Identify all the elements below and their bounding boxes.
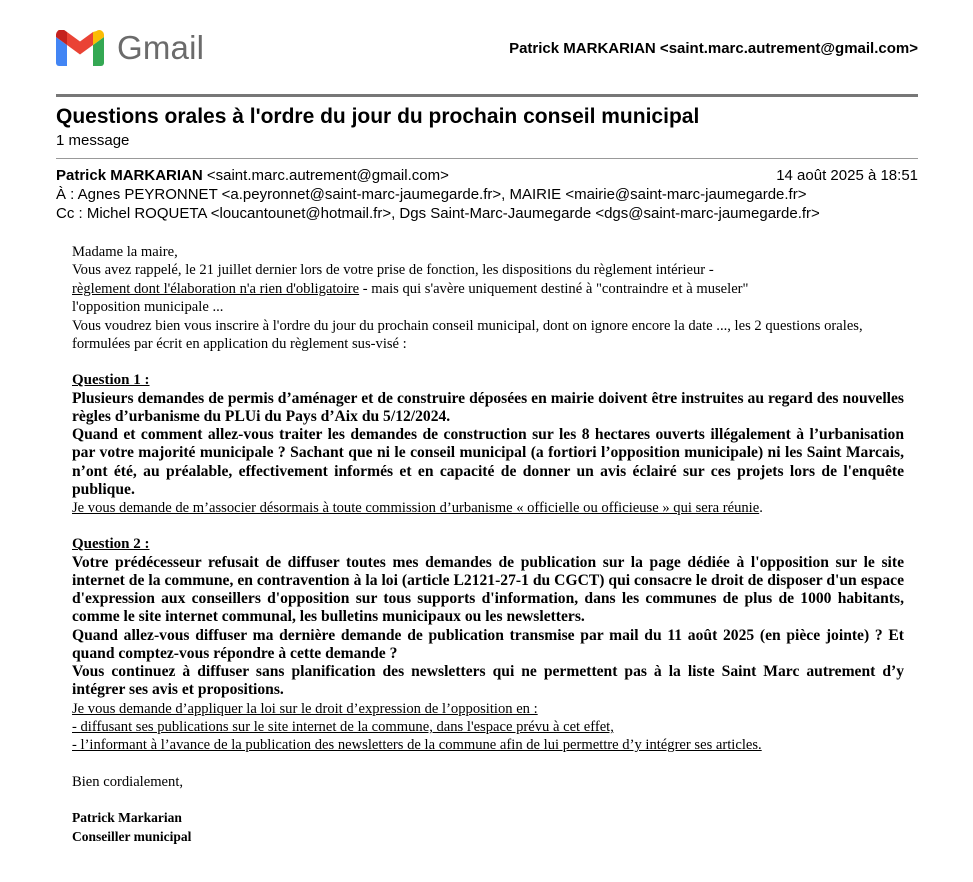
question-2-paragraph-1: Votre prédécesseur refusait de diffuser toutes mes demandes de publication sur la page dédiée à l'opposition sur le site internet de la commune, en contravention à la loi (article L2121-27-1 du CGCT) qui consacre le droit de disposer d'un espace d'expression aux conseillers d'opposition sur tous supports d'information, dans les communes de plus de 1000 habitants, comme le site internet communal, les bulletins municipaux ou les newsletters. [72,553,904,626]
gmail-wordmark: Gmail [117,29,205,66]
thread-subject: Questions orales à l'ordre du jour du prochain conseil municipal [56,105,700,128]
intro-underlined: règlement dont l'élaboration n'a rien d'obligatoire [72,280,360,297]
message-body [72,243,904,846]
sender-email: <saint.marc.autrement@gmail.com> [206,167,449,184]
question-1-request-text: Je vous demande de m’associer désormais à toute commission d’urbanisme « officielle ou officieuse » qui sera réunie [72,500,760,517]
thread-divider [56,158,918,159]
account-identity: Patrick MARKARIAN <saint.marc.autrement@gmail.com> [509,40,918,57]
question-1-title: Question 1 : [72,372,150,389]
intro-line-2 [72,280,904,298]
header-divider [56,94,918,97]
question-2-request-3: - l’informant à l’avance de la publication des newsletters de la commune afin de lui permettre d’y intégrer ses articles. [72,737,762,754]
intro-paragraph-2: Vous voudrez bien vous inscrire à l'ordre du jour du prochain conseil municipal, dont on ignore encore la date ..., les 2 questions orales, formulées par écrit en application du règlement sus-visé : [72,317,863,353]
question-1-request: Je vous demande de m’associer désormais à toute commission d’urbanisme « officielle ou officieuse » qui sera réunie. [72,500,763,517]
recipients-to: À : Agnes PEYRONNET <a.peyronnet@saint-marc-jaumegarde.fr>, MAIRIE <mairie@saint-marc-jaumegarde.fr> [56,186,807,203]
gmail-m-icon [56,30,104,66]
question-1-paragraph-2: Quand et comment allez-vous traiter les demandes de construction sur les 8 hectares ouverts illégalement à l’urbanisation par votre majorité municipale ? Sachant que ni le conseil municipal (a fortiori l’opposition municipale) ni les Saint Marcais, n’ont été, au préalable, effectivement informés et en capacité de donner un avis éclairé sur ces projets lors de l'enquête publique. [72,426,904,498]
message-count: 1 message [56,132,130,149]
intro-rest: - mais qui s'avère uniquement destiné à "contraindre et à museler" [359,280,749,297]
intro-line-3: l'opposition municipale ... [72,299,224,316]
question-2-paragraph-3: Vous continuez à diffuser sans planification des newsletters qui ne permettent pas à la liste Saint Marc autrement d’y intégrer ses avis et propositions. [72,663,904,699]
intro-line-1: Vous avez rappelé, le 21 juillet dernier lors de votre prise de fonction, les dispositions du règlement intérieur - [72,262,714,279]
message-date: 14 août 2025 à 18:51 [776,167,918,184]
closing: Bien cordialement, [72,773,184,790]
sender-name: Patrick MARKARIAN [56,167,203,184]
question-2-paragraph-2: Quand allez-vous diffuser ma dernière demande de publication transmise par mail du 11 août 2025 (en pièce jointe) ? Et quand comptez-vous répondre à cette demande ? [72,626,904,662]
question-1-paragraph-1: Plusieurs demandes de permis d’aménager et de construire déposées en mairie doivent être instruites au regard des nouvelles règles d’urbanisme du PLUi du Pays d’Aix du 5/12/2024. [72,389,904,426]
signature-name: Patrick Markarian [72,810,182,826]
question-2-request-2: - diffusant ses publications sur le site internet de la commune, dans l'espace prévu à cet effet, [72,718,614,735]
gmail-logo[interactable] [56,28,204,68]
question-2-request-1: Je vous demande d’appliquer la loi sur le droit d’expression de l’opposition en : [72,700,538,717]
signature-title: Conseiller municipal [72,828,192,844]
question-2-title: Question 2 : [72,536,150,553]
greeting: Madame la maire, [72,244,178,260]
recipients-cc: Cc : Michel ROQUETA <loucantounet@hotmail.fr>, Dgs Saint-Marc-Jaumegarde <dgs@saint-marc-jaumegarde.fr> [56,205,820,222]
